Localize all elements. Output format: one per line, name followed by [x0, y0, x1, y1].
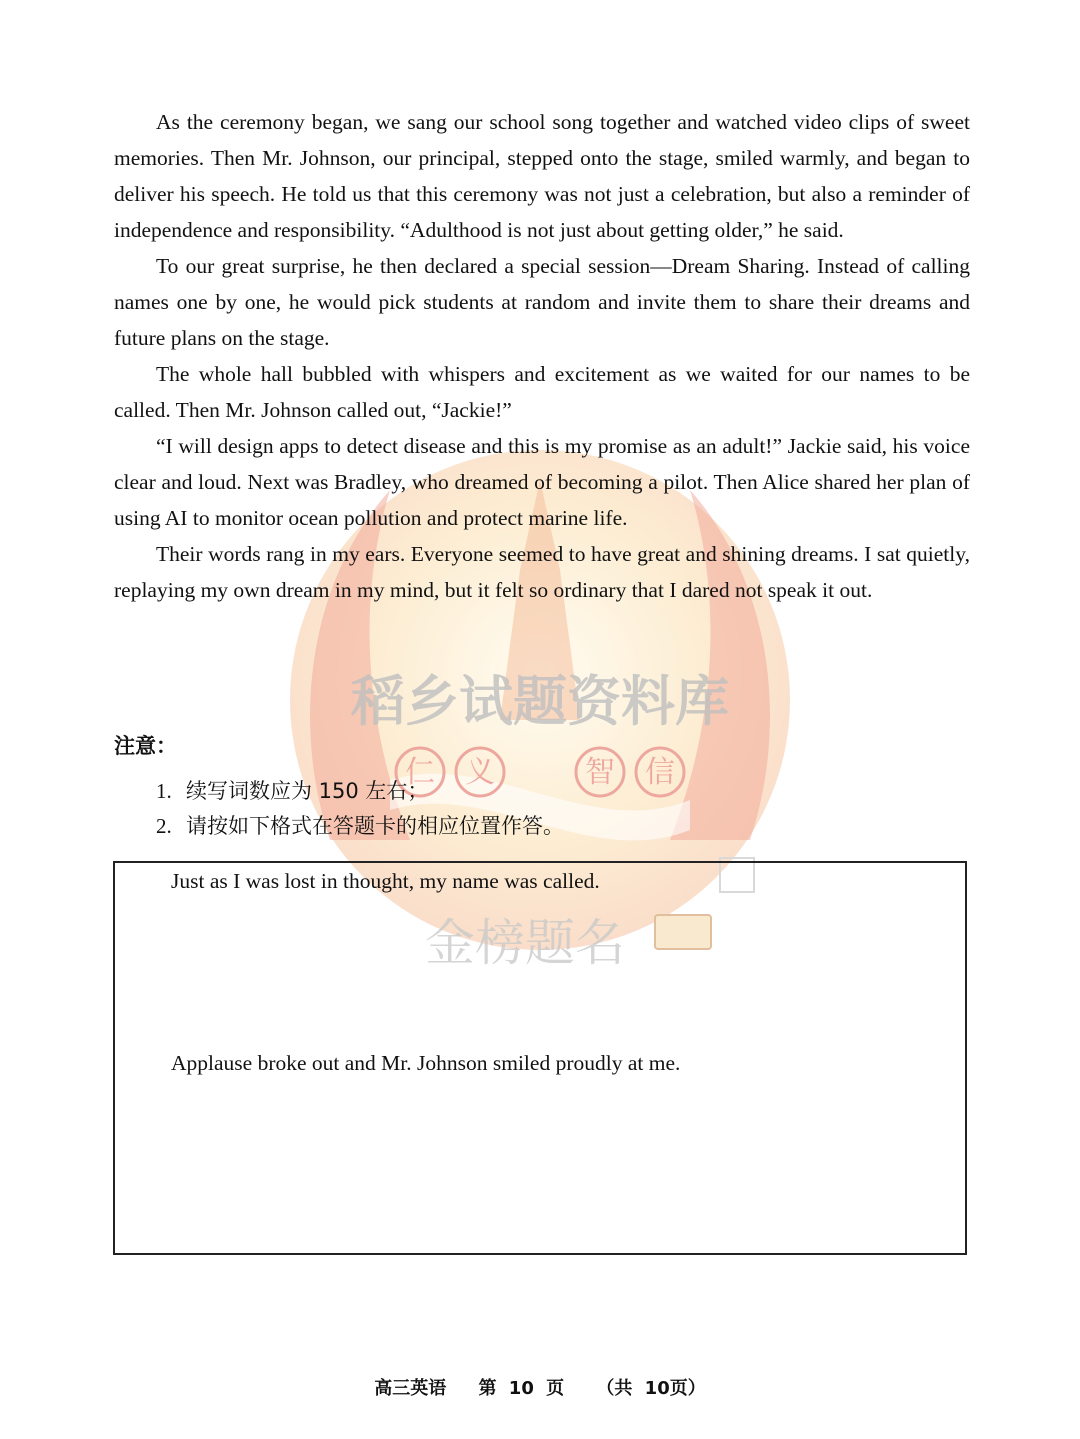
- note-item: [156, 775, 428, 805]
- note-text: 续写词数应为 150 左右；: [186, 779, 429, 803]
- virtue-xin: 信: [645, 755, 675, 790]
- virtue-zhi: 智: [585, 755, 615, 790]
- note-text: 请按如下格式在答题卡的相应位置作答。: [186, 814, 564, 838]
- footer-page-number: 第 10 页: [478, 1378, 565, 1399]
- page-footer: [0, 1374, 1080, 1400]
- watermark-motto: 金榜题名: [425, 914, 625, 972]
- paragraph-opener-2: Applause broke out and Mr. Johnson smiled proudly at me.: [171, 1051, 681, 1075]
- note-number: 1.: [156, 779, 172, 803]
- virtue-yi: 义: [465, 755, 495, 790]
- story-paragraph: As the ceremony began, we sang our school song together and watched video clips of sweet memories. Then Mr. Johnson, our principal, stepped onto the stage, smiled warmly, and began to deliver his speech. He told us that this ceremony was not just a celebration, but also a reminder of independence and responsibility. “Adulthood is not just about getting older,” he said.: [114, 110, 970, 242]
- story-paragraph: “I will design apps to detect disease and this is my promise as an adult!” Jackie said, his voice clear and loud. Next was Bradley, who dreamed of becoming a pilot. Then Alice shared her plan of using AI to monitor ocean pollution and protect marine life.: [114, 434, 970, 530]
- story-passage: [114, 104, 970, 608]
- watermark-virtues: [396, 748, 684, 796]
- note-number: 2.: [156, 814, 172, 838]
- story-paragraph: Their words rang in my ears. Everyone seemed to have great and shining dreams. I sat quietly, replaying my own dream in my mind, but it felt so ordinary that I dared not speak it out.: [114, 542, 970, 602]
- footer-subject: 高三英语: [374, 1378, 447, 1399]
- notes-title: 注意：: [114, 734, 177, 758]
- paragraph-opener-1: Just as I was lost in thought, my name was called.: [171, 869, 600, 893]
- footer-total-pages: （共 10页）: [596, 1378, 706, 1399]
- answer-box[interactable]: [113, 861, 967, 1255]
- story-paragraph: To our great surprise, he then declared a special session—Dream Sharing. Instead of calling names one by one, he would pick students at random and invite them to share their dreams and future plans on the stage.: [114, 254, 970, 350]
- note-item: [156, 810, 564, 840]
- virtue-ren: 仁: [405, 755, 435, 790]
- story-paragraph: The whole hall bubbled with whispers and excitement as we waited for our names to be called. Then Mr. Johnson called out, “Jackie!”: [114, 362, 970, 422]
- watermark-title: 稻乡试题资料库: [351, 670, 729, 733]
